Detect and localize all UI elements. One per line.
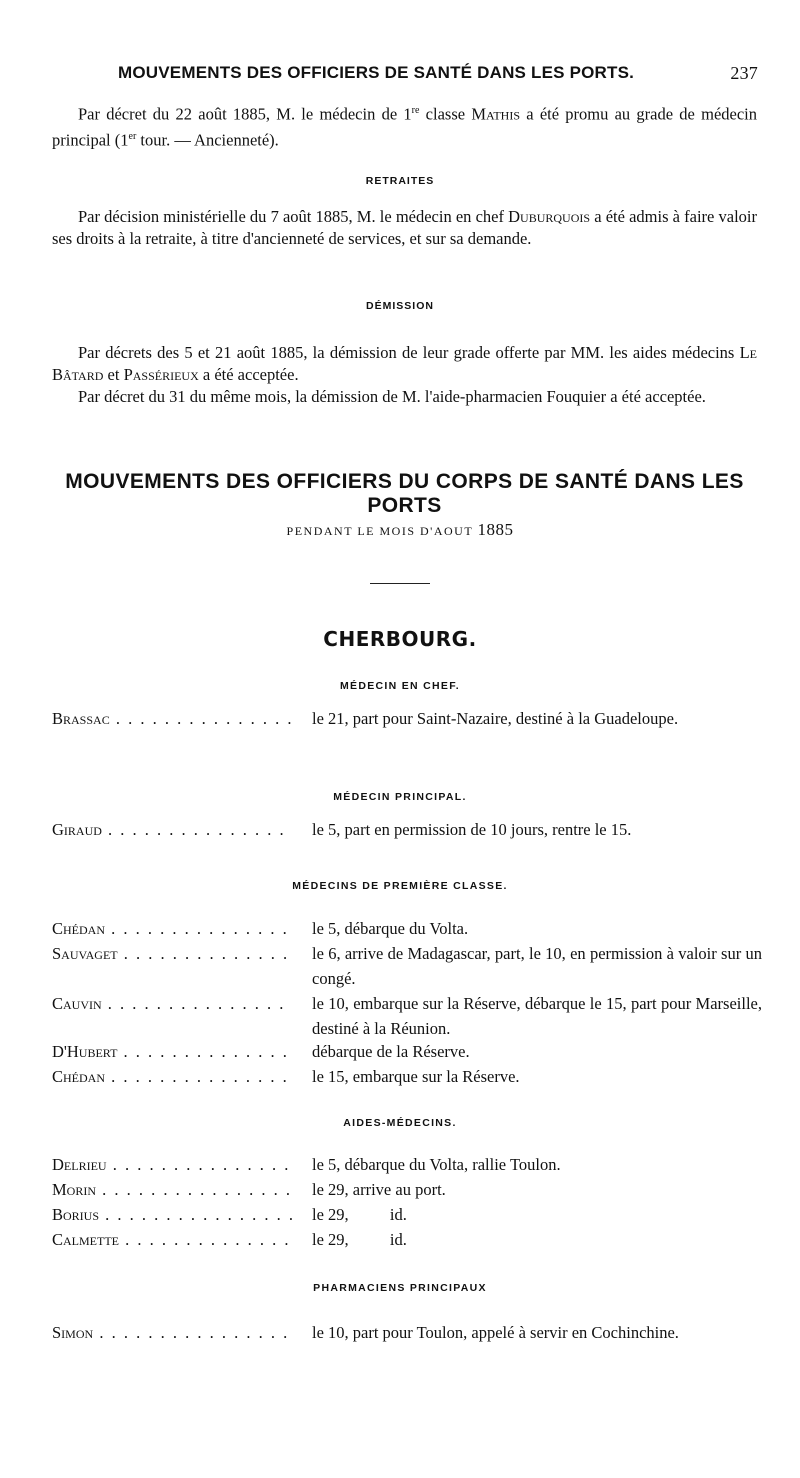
- retraites-text-end: a été admis à faire valoir ses droits à la retraite, à titre d'ancienneté de services, et sur sa demande.: [52, 207, 757, 248]
- main-title: MOUVEMENTS DES OFFICIERS DU CORPS DE SANTÉ DANS LES PORTS: [65, 470, 744, 517]
- city-heading: CHERBOURG.: [323, 627, 477, 651]
- officer-name: Cauvin . . .: [52, 991, 292, 1016]
- officer-name: Delrieu . . .: [52, 1152, 292, 1177]
- list-item: [52, 1320, 762, 1345]
- list-item: [52, 1039, 762, 1064]
- demission-text-start: Par décrets des 5 et 21 août 1885, la démission de leur grade offerte par MM. les aides médecins: [78, 343, 740, 362]
- demission-text-mid: et: [103, 365, 124, 384]
- list-item: [52, 991, 762, 1041]
- subtitle-year: 1885: [477, 520, 514, 539]
- promotion-sup2: er: [128, 130, 137, 142]
- demission-heading: DÉMISSION: [366, 300, 434, 312]
- list-item: [52, 1227, 762, 1252]
- subtitle-text: PENDANT LE MOIS D'AOUT: [286, 524, 473, 538]
- officer-movement: le 15, embarque sur la Réserve.: [312, 1067, 520, 1086]
- list-item: [52, 1152, 762, 1177]
- officer-movement: le 21, part pour Saint-Nazaire, destiné à la Guadeloupe.: [312, 709, 679, 728]
- subtitle: [0, 520, 800, 540]
- officer-movement: le 6, arrive de Madagascar, part, le 10, en permission à valoir sur un congé.: [312, 944, 762, 988]
- section-heading: MÉDECINS DE PREMIÈRE CLASSE.: [292, 880, 508, 892]
- running-header: [118, 63, 758, 83]
- header-title: MOUVEMENTS DES OFFICIERS DE SANTÉ DANS LES PORTS.: [118, 63, 635, 82]
- officer-name: Sauvaget . . .: [52, 941, 292, 966]
- promotion-paragraph: [52, 100, 757, 151]
- divider-rule: [370, 583, 430, 584]
- retraites-text-start: Par décision ministérielle du 7 août 1885, M. le médecin en chef: [78, 207, 509, 226]
- officer-name: Calmette . . .: [52, 1227, 292, 1252]
- retraites-heading: RETRAITES: [365, 175, 435, 187]
- officer-name: Chédan . . .: [52, 1064, 292, 1089]
- demission-paragraph-2: Par décret du 31 du même mois, la démission de M. l'aide-pharmacien Fouquier a été acceptée.: [78, 387, 706, 406]
- demission-name-1: Le Bâtard: [52, 343, 757, 384]
- retraites-name: Duburquois: [508, 207, 591, 226]
- section-heading: MÉDECIN EN CHEF.: [340, 680, 460, 692]
- promotion-text-mid: classe: [419, 104, 472, 124]
- promotion-text-after: a été promu au grade de médecin principal (1: [52, 104, 758, 149]
- officer-name: Borius . . .: [52, 1202, 292, 1227]
- promotion-name: Mathis: [471, 104, 521, 124]
- list-item: [52, 706, 762, 731]
- list-item: [52, 817, 762, 842]
- list-item: [52, 1064, 762, 1089]
- list-item: [52, 941, 762, 991]
- list-item: [52, 1177, 762, 1202]
- demission-paragraph-1: [52, 342, 757, 386]
- officer-name: D'Hubert . . .: [52, 1039, 292, 1064]
- officer-movement: le 29, id.: [312, 1230, 407, 1249]
- officer-movement: le 5, débarque du Volta, rallie Toulon.: [312, 1155, 561, 1174]
- officer-name: Chédan . . .: [52, 916, 292, 941]
- officer-movement: le 10, part pour Toulon, appelé à servir en Cochinchine.: [312, 1323, 679, 1342]
- officer-name: Giraud . . .: [52, 817, 292, 842]
- officer-movement: le 5, part en permission de 10 jours, rentre le 15.: [312, 820, 632, 839]
- section-heading: PHARMACIENS PRINCIPAUX: [313, 1282, 487, 1294]
- officer-name: Brassac . . .: [52, 706, 292, 731]
- officer-name: Morin . . .: [52, 1177, 292, 1202]
- list-item: [52, 1202, 762, 1227]
- officer-name: Simon . . .: [52, 1320, 292, 1345]
- retraites-paragraph: [52, 206, 757, 250]
- section-heading: MÉDECIN PRINCIPAL.: [333, 791, 467, 803]
- promotion-sup: re: [411, 105, 420, 116]
- officer-movement: le 10, embarque sur la Réserve, débarque le 15, part pour Marseille, destiné à la Réunion.: [312, 994, 762, 1038]
- page-number: 237: [730, 63, 758, 83]
- officer-movement: le 5, débarque du Volta.: [312, 919, 469, 938]
- officer-movement: le 29, arrive au port.: [312, 1180, 446, 1199]
- officer-movement: le 29, id.: [312, 1205, 407, 1224]
- promotion-text-end: tour. — Ancienneté).: [136, 130, 279, 149]
- demission-name-2: Passérieux: [123, 365, 199, 384]
- officer-movement: débarque de la Réserve.: [312, 1042, 470, 1061]
- promotion-text-start: Par décret du 22 août 1885, M. le médecin de 1: [78, 104, 412, 124]
- list-item: [52, 916, 762, 941]
- section-heading: AIDES-MÉDECINS.: [343, 1117, 457, 1129]
- demission-text-end: a été acceptée.: [198, 365, 299, 384]
